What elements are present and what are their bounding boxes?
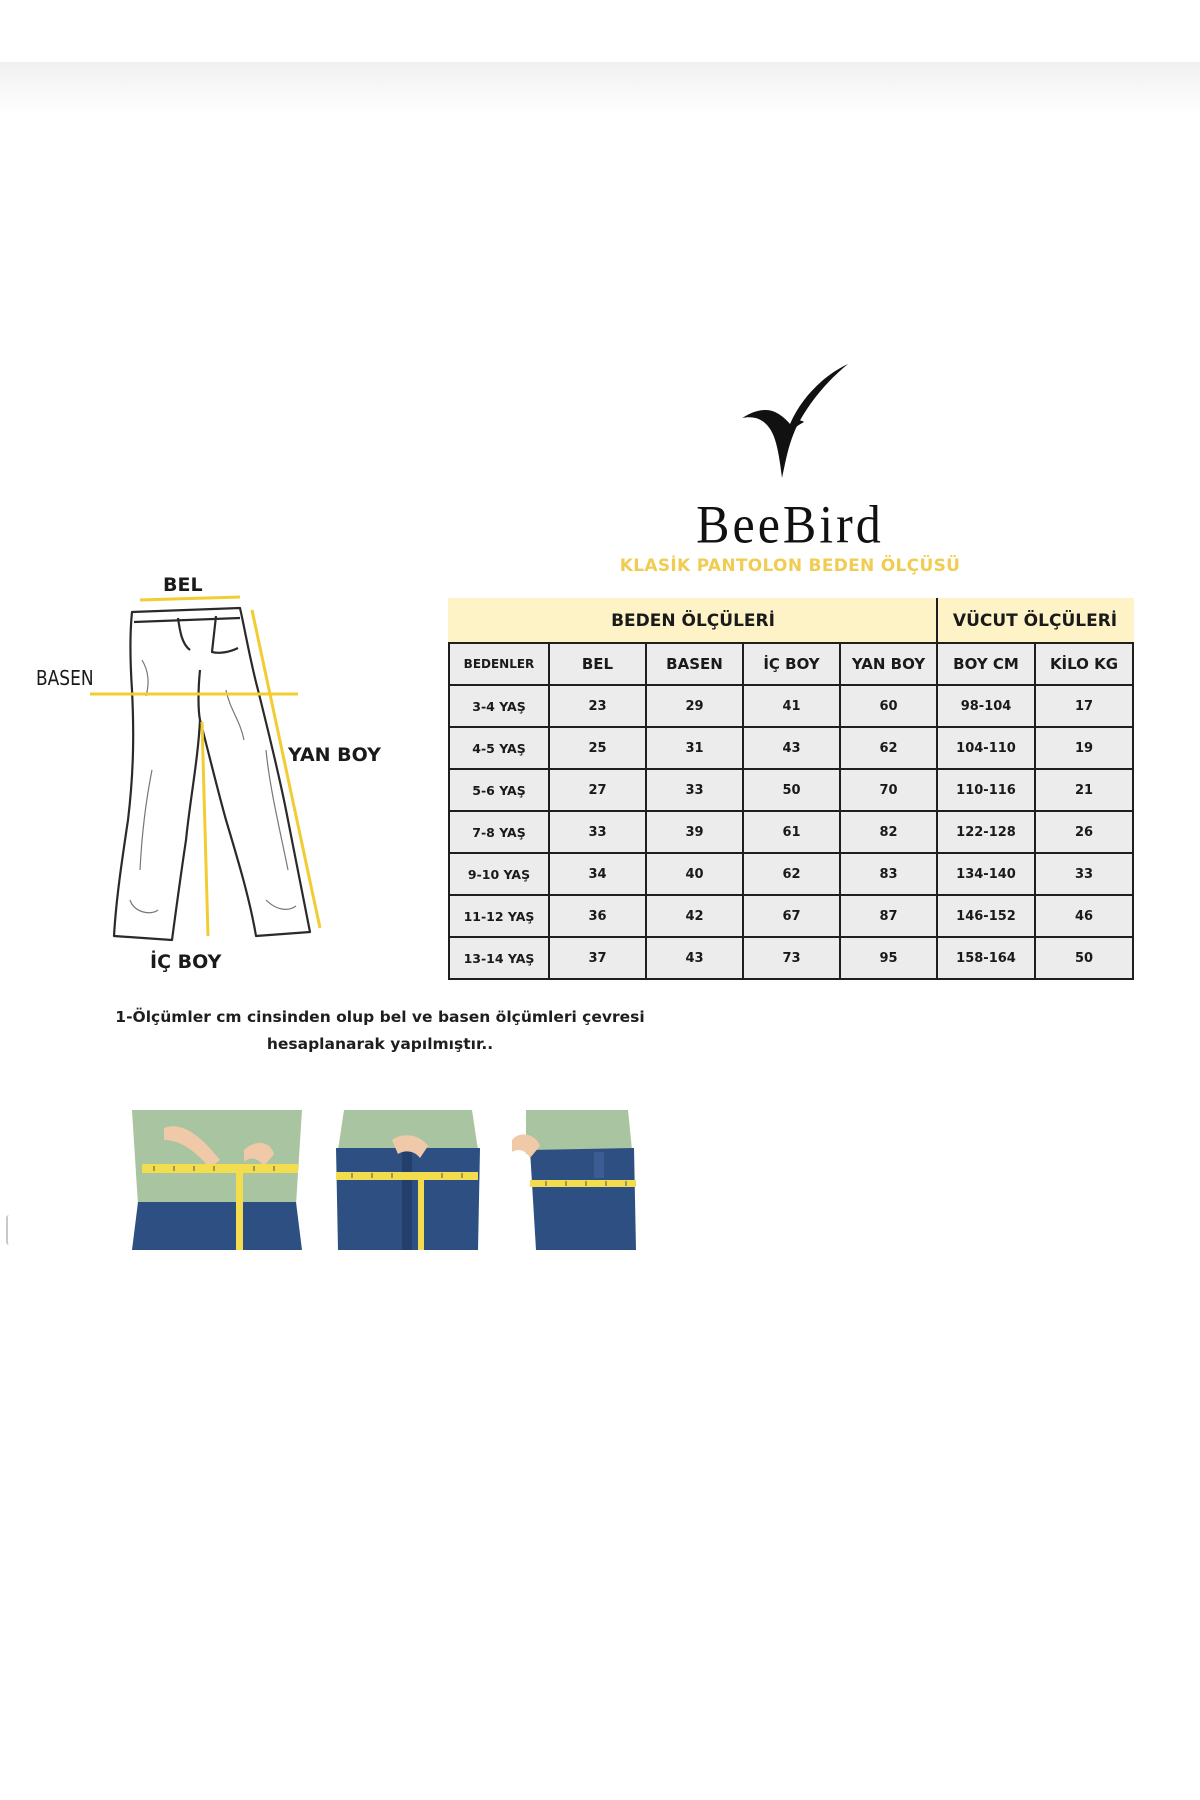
table-cell: 19 [1035, 727, 1133, 769]
table-row [449, 895, 1133, 937]
waist-measure-photo [124, 1110, 310, 1250]
table-cell: 70 [840, 769, 937, 811]
table-cell: 62 [743, 853, 840, 895]
table-cell: 73 [743, 937, 840, 979]
table-cell: 33 [1035, 853, 1133, 895]
ic-boy-label: İÇ BOY [150, 951, 222, 973]
note-line-1: 1-Ölçümler cm cinsinden olup bel ve basen ölçümleri çevresi [115, 1008, 645, 1026]
edge-handle [6, 1215, 12, 1245]
table-cell: 62 [840, 727, 937, 769]
table-cell: 60 [840, 685, 937, 727]
column-header-bedenler: BEDENLER [449, 643, 549, 685]
table-cell-size: 7-8 YAŞ [449, 811, 549, 853]
table-cell: 43 [743, 727, 840, 769]
note-line-2: hesaplanarak yapılmıştır.. [266, 1035, 494, 1053]
table-cell: 158-164 [937, 937, 1035, 979]
measurement-note [100, 1004, 660, 1058]
table-cell: 33 [646, 769, 743, 811]
chart-title: KLASİK PANTOLON BEDEN ÖLÇÜSÜ [619, 556, 961, 576]
column-header-bel: BEL [549, 643, 646, 685]
size-chart-table [448, 598, 1134, 980]
table-cell: 26 [1035, 811, 1133, 853]
table-cell: 41 [743, 685, 840, 727]
table-cell: 37 [549, 937, 646, 979]
table-group-header-row [449, 599, 1133, 643]
table-cell-size: 5-6 YAŞ [449, 769, 549, 811]
table-cell: 17 [1035, 685, 1133, 727]
table-cell: 83 [840, 853, 937, 895]
column-header-basen: BASEN [646, 643, 743, 685]
table-row [449, 769, 1133, 811]
table-cell: 33 [549, 811, 646, 853]
yan-boy-label: YAN BOY [288, 744, 381, 766]
table-cell-size: 11-12 YAŞ [449, 895, 549, 937]
pants-diagram [30, 570, 430, 990]
table-row [449, 937, 1133, 979]
table-cell: 25 [549, 727, 646, 769]
table-cell: 34 [549, 853, 646, 895]
table-cell: 50 [743, 769, 840, 811]
table-cell: 98-104 [937, 685, 1035, 727]
table-row [449, 811, 1133, 853]
table-cell: 61 [743, 811, 840, 853]
column-header-kilo-kg: KİLO KG [1035, 643, 1133, 685]
brand-name: BeeBird [696, 493, 884, 555]
basen-label: BASEN [36, 666, 94, 690]
table-cell: 110-116 [937, 769, 1035, 811]
table-column-header-row [449, 643, 1133, 685]
table-cell: 23 [549, 685, 646, 727]
table-row [449, 853, 1133, 895]
top-shadow-band [0, 62, 1200, 114]
table-cell: 146-152 [937, 895, 1035, 937]
table-cell: 46 [1035, 895, 1133, 937]
table-cell: 87 [840, 895, 937, 937]
table-cell: 134-140 [937, 853, 1035, 895]
table-cell-size: 13-14 YAŞ [449, 937, 549, 979]
table-cell: 36 [549, 895, 646, 937]
measurement-photos [124, 1110, 638, 1250]
table-cell: 82 [840, 811, 937, 853]
table-row [449, 727, 1133, 769]
table-cell-size: 9-10 YAŞ [449, 853, 549, 895]
table-cell: 95 [840, 937, 937, 979]
table-cell: 67 [743, 895, 840, 937]
table-cell: 40 [646, 853, 743, 895]
table-cell: 39 [646, 811, 743, 853]
table-cell: 42 [646, 895, 743, 937]
table-cell: 27 [549, 769, 646, 811]
column-header-yan-boy: YAN BOY [840, 643, 937, 685]
column-header-ic-boy: İÇ BOY [743, 643, 840, 685]
table-cell: 104-110 [937, 727, 1035, 769]
table-cell: 43 [646, 937, 743, 979]
bird-logo-icon [730, 362, 850, 482]
table-cell: 50 [1035, 937, 1133, 979]
group-header-beden: BEDEN ÖLÇÜLERİ [449, 599, 937, 643]
table-cell: 21 [1035, 769, 1133, 811]
column-header-boy-cm: BOY CM [937, 643, 1035, 685]
table-cell: 29 [646, 685, 743, 727]
table-cell-size: 4-5 YAŞ [449, 727, 549, 769]
table-cell-size: 3-4 YAŞ [449, 685, 549, 727]
bel-label: BEL [163, 574, 203, 596]
group-header-vucut: VÜCUT ÖLÇÜLERİ [937, 599, 1133, 643]
table-cell: 31 [646, 727, 743, 769]
table-row [449, 685, 1133, 727]
hip-measure-photo [332, 1110, 482, 1250]
side-measure-photo [506, 1110, 638, 1250]
table-cell: 122-128 [937, 811, 1035, 853]
